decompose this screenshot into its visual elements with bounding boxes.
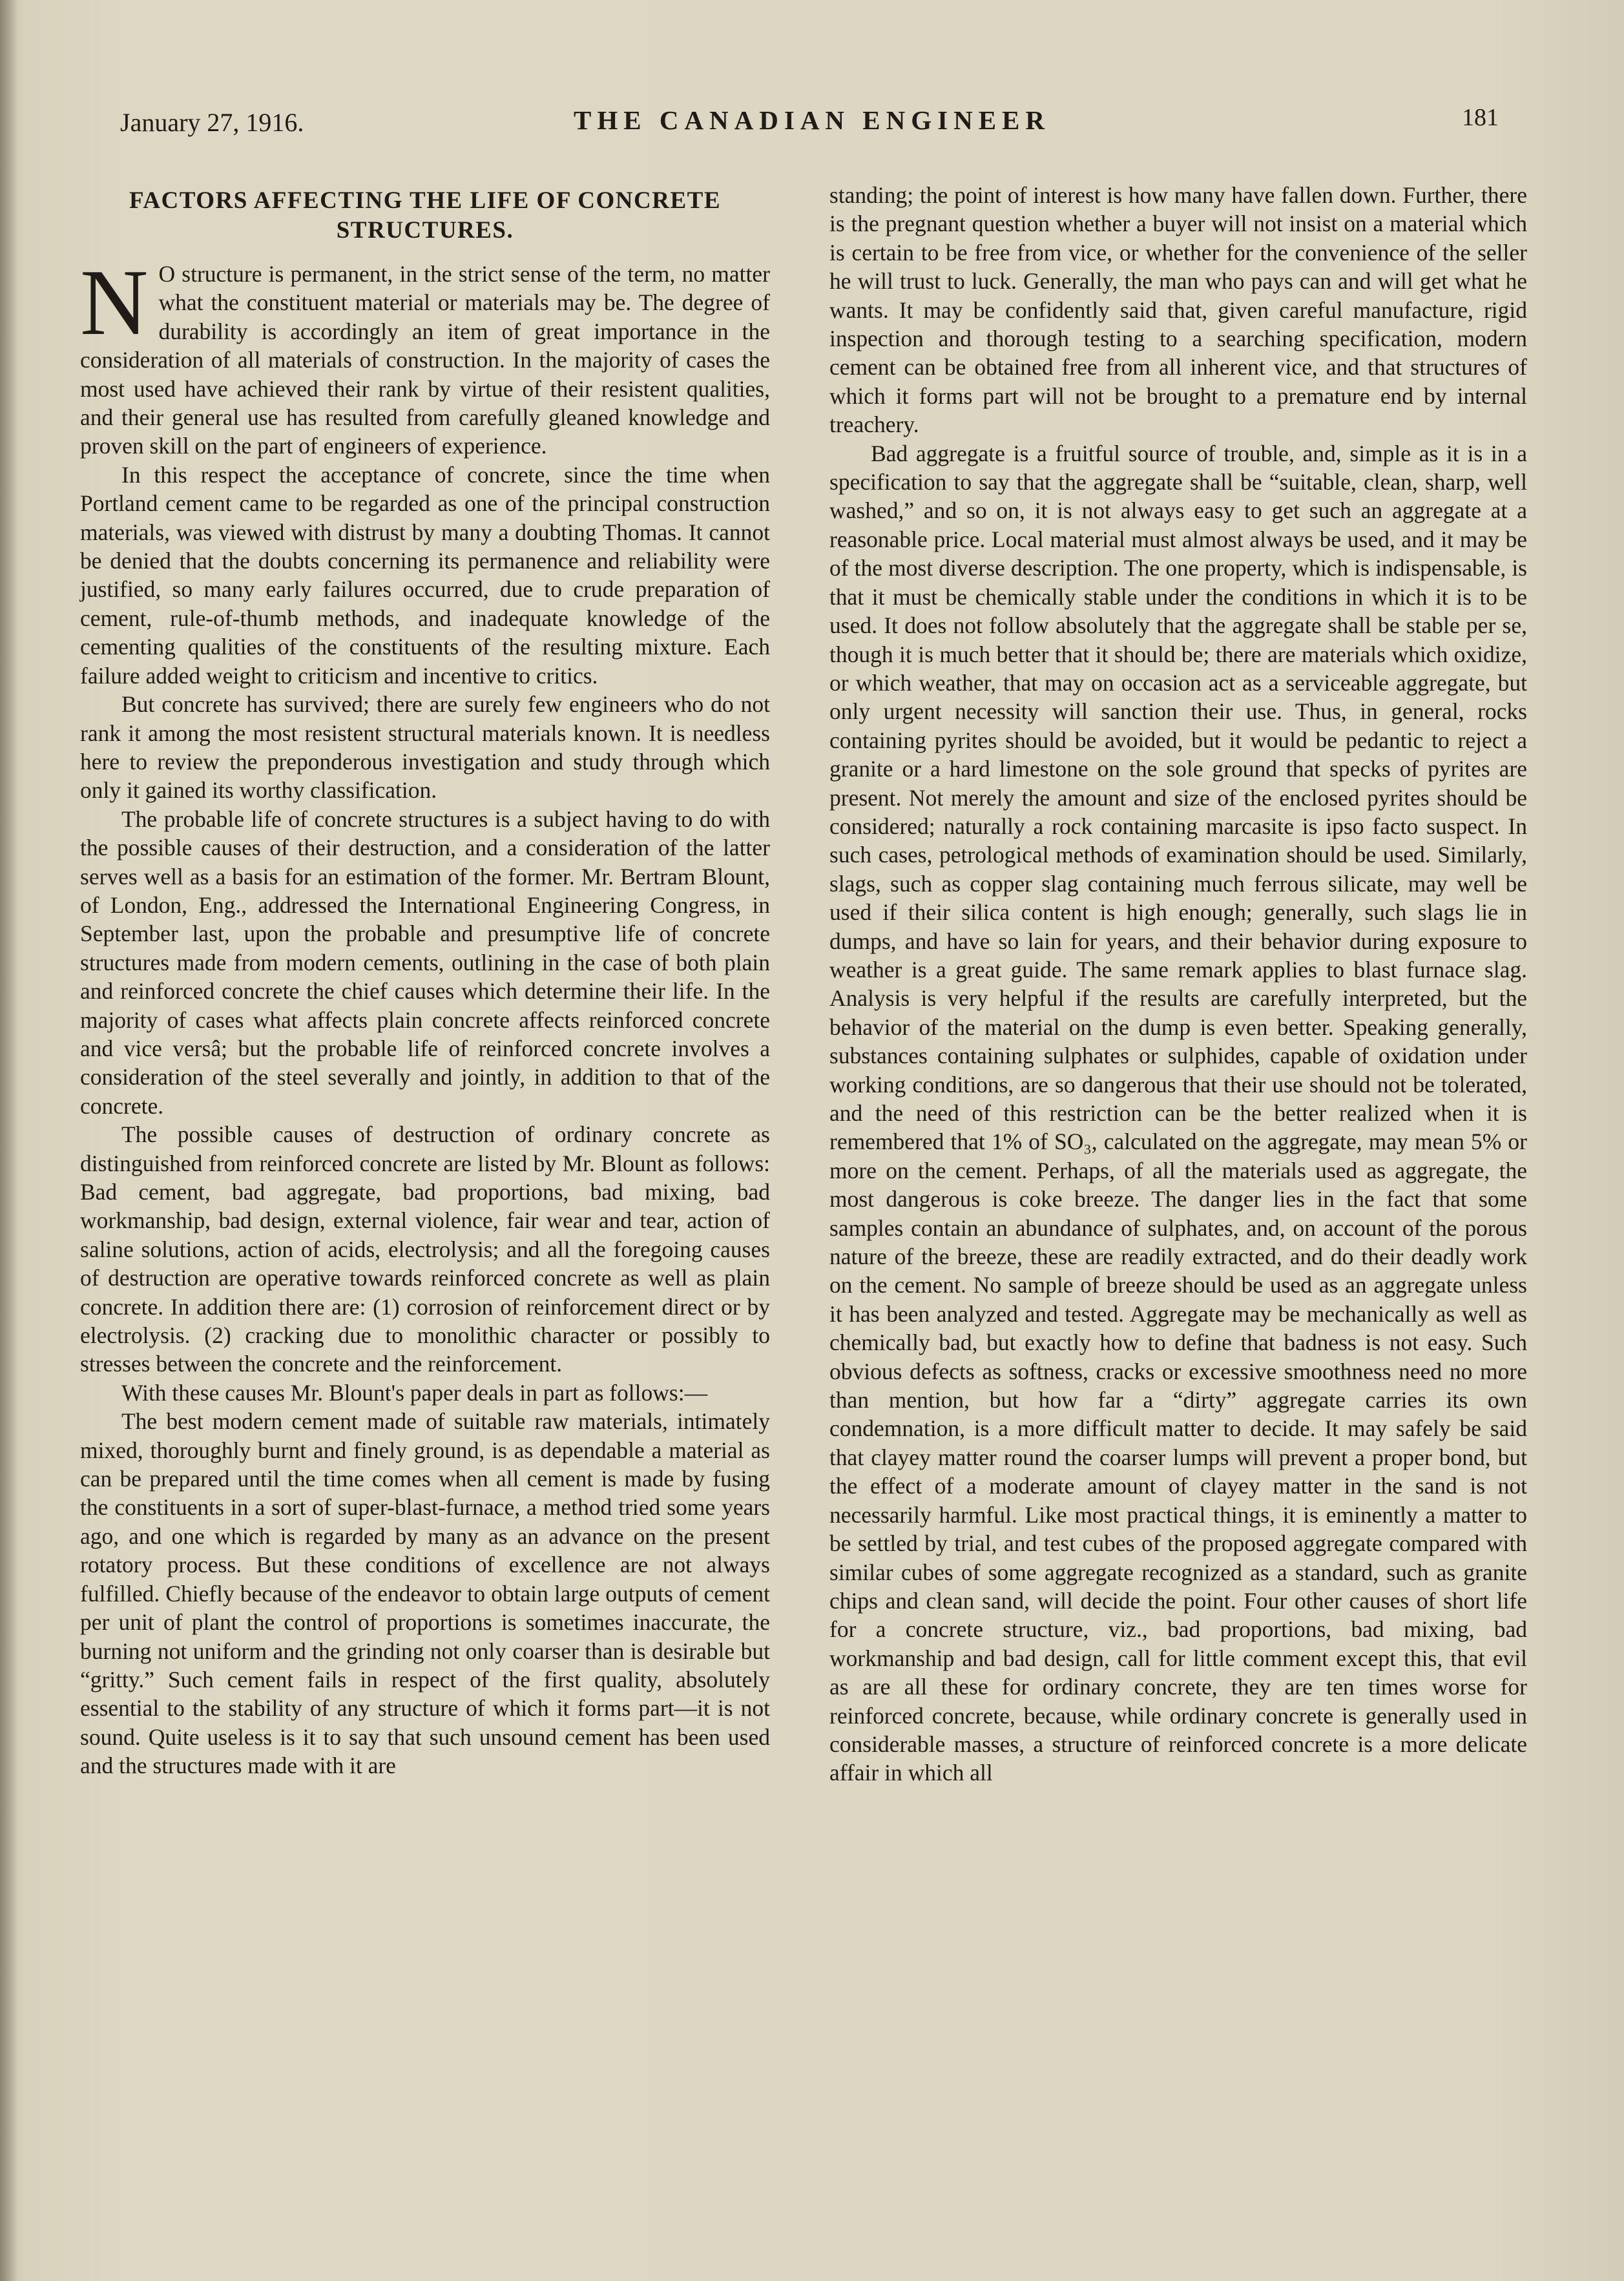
right-column bbox=[829, 181, 1527, 1787]
left-column bbox=[80, 181, 770, 1780]
page-number: 181 bbox=[1462, 104, 1499, 131]
opening-paragraph-text: O structure is permanent, in the strict sense of the term, no matter what the constituent material or materials may be. The degree of durability is accordingly an item of great importance in the consideration of all materials of construction. In the majority of cases the most used have achieved their rank by virtue of their resistent qualities, and their general use has resulted from carefully gleaned knowledge and proven skill on the part of engineers of experience. bbox=[80, 261, 770, 459]
running-head bbox=[120, 103, 1504, 142]
body-paragraph: Bad aggregate is a fruitful source of trouble, and, simple as it is in a specification to say that the aggregate shall be “suitable, clean, sharp, well washed,” and so on, it is not always easy to get such an aggregate at a reasonable price. Local material must almost always be used, and it may be of the most diverse description. The one property, which is indispensable, is that it must be chemically stable under the conditions in which it is to be used. It does not follow absolutely that the aggregate shall be stable per se, though it is much better that it should be; there are materials which oxidize, or which weather, that may on occasion act as a serviceable aggregate, but only urgent necessity will sanction their use. Thus, in general, rocks containing pyrites should be avoided, but it would be pedantic to reject a granite or a hard limestone on the sole ground that specks of pyrites are present. Not merely the amount and size of the enclosed pyrites should be considered; naturally a rock containing marcasite is ipso facto suspect. In such cases, petrological methods of examination should be used. Similarly, slags, such as copper slag containing much ferrous silicate, may well be used if their silica content is high enough; generally, such slags lie in dumps, and have so lain for years, and their behavior during exposure to weather is a great guide. The same remark applies to blast furnace slag. Analysis is very helpful if the results are carefully interpreted, but the behavior of the material on the dump is even better. Speaking generally, substances containing sulphates or sulphides, capable of oxidation under working conditions, are so dangerous that their use should not be tolerated, and the need of this restriction can be the better realized when it is remembered that 1% of SO₃, calculated on the aggregate, may mean 5% or more on the cement. Perhaps, of all the materials used as aggregate, the most dangerous is coke breeze. The danger lies in the fact that some samples contain an abundance of sulphates, and, on account of the porous nature of the breeze, these are readily extracted, and do their deadly work on the cement. No sample of breeze should be used as an aggregate unless it has been analyzed and tested. Aggregate may be mechanically as well as chemically bad, but exactly how to define that badness is not easy. Such obvious defects as softness, cracks or excessive smoothness need no more than mention, but how far a “dirty” aggregate carries its own condemnation, is a more difficult matter to decide. It may safely be said that clayey matter round the coarser lumps will prevent a proper bond, but the effect of a moderate amount of clayey matter in the sand is not necessarily harmful. Like most practical things, it is eminently a matter to be settled by trial, and test cubes of the proposed aggregate compared with similar cubes of some aggregate recognized as a standard, such as granite chips and clean sand, will decide the point. Four other causes of short life for a concrete structure, viz., bad proportions, bad mixing, bad workmanship and bad design, call for little comment except this, that evil as are all these for ordinary concrete, they are ten times worse for reinforced concrete, because, while ordinary concrete is generally used in considerable masses, a structure of reinforced concrete is a more delicate affair in which all bbox=[829, 440, 1527, 1786]
body-paragraph: The probable life of concrete structures is a subject having to do with the possible causes of their destruction, and a consideration of the latter serves well as a basis for an estimation of the former. Mr. Bertram Blount, of London, Eng., addressed the International Engineering Congress, in September last, upon the probable and presumptive life of concrete structures made from modern cements, outlining in the case of both plain and reinforced concrete the chief causes which determine their life. In the majority of cases what affects plain concrete affects reinforced concrete and vice versâ; but the probable life of reinforced concrete involves a consideration of the steel severally and jointly, in addition to that of the concrete. bbox=[80, 806, 770, 1119]
opening-paragraph bbox=[80, 250, 770, 461]
body-paragraph: With these causes Mr. Blount's paper deals in part as follows:— bbox=[121, 1379, 708, 1406]
article-title bbox=[80, 186, 770, 245]
article-title-line-1: FACTORS AFFECTING THE LIFE OF CONCRETE bbox=[129, 187, 722, 214]
quoted-paragraph: The best modern cement made of suitable raw materials, intimately mixed, thoroughly burnt and finely ground, is as dependable a material as can be prepared until the time comes when all cement is made by fusing the constituents in a sort of super-blast-furnace, a method tried some years ago, and one which is regarded by many as an advance on the present rotatory process. But these conditions of excellence are not always fulfilled. Chiefly because of the endeavor to obtain large outputs of cement per unit of plant the control of proportions is sometimes inaccurate, the burning not uniform and the grinding not only coarser than is desirable but “gritty.” Such cement fails in respect of the first quality, absolutely essential to the stability of any structure of which it forms part—it is not sound. Quite useless is it to say that such unsound cement has been used and the structures made with it are bbox=[80, 1408, 770, 1779]
drop-cap: N bbox=[80, 250, 149, 355]
body-paragraph: But concrete has survived; there are surely few engineers who do not rank it among the most resistent structural materials known. It is needless here to review the preponderous investigation and study through which only it gained its worthy classification. bbox=[80, 691, 770, 804]
article-title-line-2: STRUCTURES. bbox=[336, 217, 514, 244]
binding-shadow bbox=[0, 0, 18, 2281]
body-paragraph: In this respect the acceptance of concrete, since the time when Portland cement came to be regarded as one of the principal construction materials, was viewed with distrust by many a doubting Thomas. It cannot be denied that the doubts concerning its permanence and reliability were justified, so many early failures occurred, due to crude preparation of cement, rule-of-thumb methods, and inadequate knowledge of the cementing qualities of the constituents of the resulting mixture. Each failure added weight to criticism and incentive to critics. bbox=[80, 461, 770, 689]
issue-date: January 27, 1916. bbox=[120, 108, 304, 137]
publication-title: THE CANADIAN ENGINEER bbox=[573, 105, 1050, 135]
body-paragraph: The possible causes of destruction of ordinary concrete as distinguished from reinforced concrete are listed by Mr. Blount as follows: Bad cement, bad aggregate, bad proportions, bad mixing, bad workmanship, bad design, external violence, fair wear and tear, action of saline solutions, action of acids, electrolysis; and all the foregoing causes of destruction are operative towards reinforced concrete as well as plain concrete. In addition there are: (1) corrosion of reinforcement direct or by electrolysis. (2) cracking due to monolithic character or possibly to stresses between the concrete and the reinforcement. bbox=[80, 1121, 770, 1377]
continued-paragraph: standing; the point of interest is how many have fallen down. Further, there is the pregnant question whether a buyer will not insist on a material which is certain to be free from vice, or whether for the convenience of the seller he will trust to luck. Generally, the man who pays can and will get what he wants. It may be confidently said that, given careful manufacture, rigid inspection and thorough testing to a searching specification, modern cement can be obtained free from all inherent vice, and that structures of which it forms part will not be brought to a premature end by internal treachery. bbox=[829, 182, 1527, 438]
